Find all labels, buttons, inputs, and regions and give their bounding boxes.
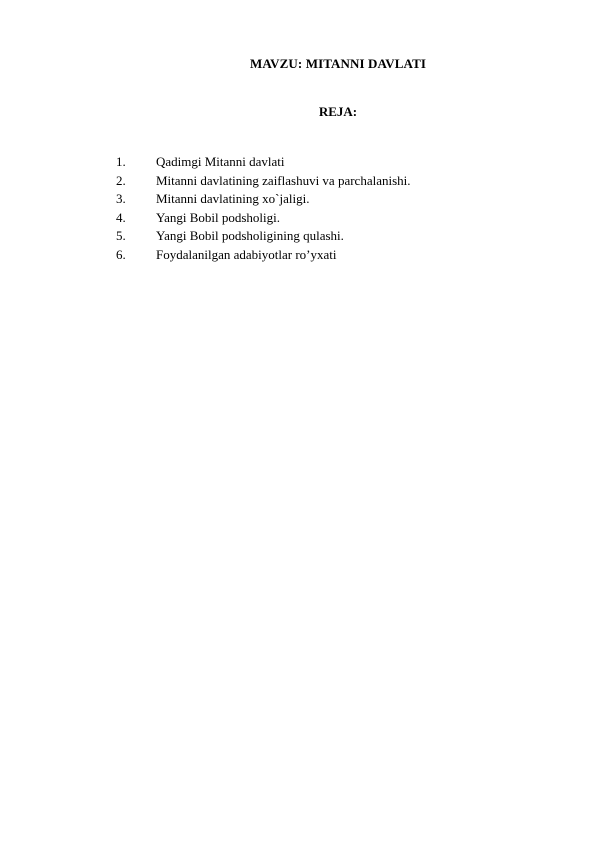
list-item-number: 3. — [116, 191, 126, 206]
plan-list — [116, 153, 411, 264]
list-item-text: Yangi Bobil podsholigi. — [156, 209, 281, 225]
list-item-text: Mitanni davlatining zaiflashuvi va parchalanishi. — [156, 172, 411, 188]
list-item-number: 5. — [116, 228, 126, 243]
list-item-number: 4. — [116, 209, 126, 225]
list-item-text: Yangi Bobil podsholigining qulashi. — [156, 228, 344, 243]
list-item — [116, 209, 411, 228]
page-title: MAVZU: MITANNI DAVLATI — [249, 56, 427, 71]
plan-heading: REJA: — [318, 104, 358, 119]
list-item — [116, 153, 411, 172]
list-item-number: 2. — [116, 172, 126, 188]
list-item-number: 6. — [116, 246, 126, 262]
list-item-text: Mitanni davlatining xo`jaligi. — [156, 191, 310, 206]
list-item — [116, 246, 411, 265]
list-item-text: Qadimgi Mitanni davlati — [156, 154, 285, 169]
list-item — [116, 190, 411, 209]
list-item-text: Foydalanilgan adabiyotlar ro’yxati — [156, 246, 337, 262]
list-item — [116, 172, 411, 191]
list-item — [116, 227, 411, 246]
list-item-number: 1. — [116, 154, 126, 169]
